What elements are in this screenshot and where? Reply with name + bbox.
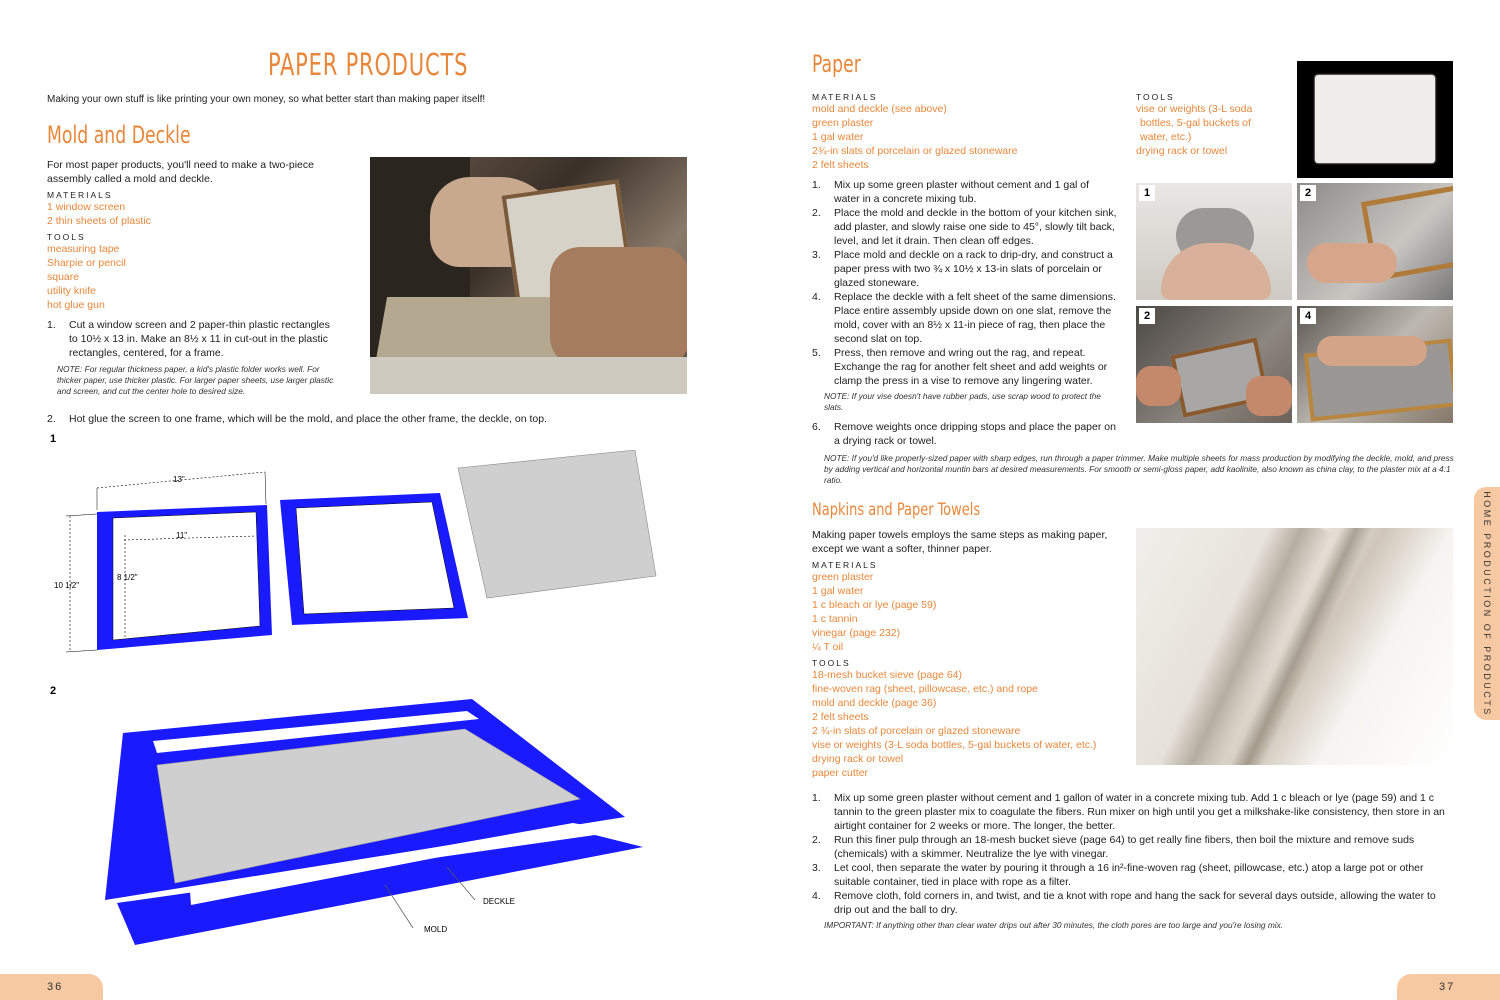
tools-label: TOOLS bbox=[812, 658, 851, 668]
step-item: 2. Run this finer pulp through an 18-mesh bucket sieve (page 64) to get really fine fibers, then boil the mixture and remove suds (chemicals) with a skimmer. Neutralize the lye with vinegar. bbox=[812, 834, 1415, 860]
materials-label: MATERIALS bbox=[47, 190, 113, 200]
tool-item: paper cutter bbox=[812, 767, 869, 779]
thickness-note: NOTE: For regular thickness paper, a kid's plastic folder works well. For thicker paper, use thicker plastic. For larger paper sheets, use larger plastic and screen, and cut the center hole to desired size. bbox=[57, 364, 334, 396]
figure-1-diagram bbox=[40, 450, 680, 670]
step-item: 1. Mix up some green plaster without cement and 1 gallon of water in a concrete mixing tub. Add 1 c bleach or lye (page 59) and 1 c tannin to the green plaster mix to coagulate the fibers. Run mixer on high until you get a milkshake-like consistency, then store in an airtight container for 2 weeks or more. The longer, the better. bbox=[812, 792, 1445, 832]
tool-item: mold and deckle (page 36) bbox=[812, 697, 937, 709]
mold-callout: MOLD bbox=[424, 925, 448, 934]
pulp-photo bbox=[1136, 183, 1292, 300]
figure-2-label: 2 bbox=[50, 685, 57, 697]
tool-item: 2 ¾-in slats of porcelain or glazed stoneware bbox=[812, 725, 1021, 737]
tools-label: TOOLS bbox=[1136, 92, 1175, 102]
important-note: IMPORTANT: If anything other than clear water drips out after 30 minutes, the cloth pores are too large and you're losing mix. bbox=[824, 920, 1284, 930]
step-item: 4. Remove cloth, fold corners in, and twist, and tie a knot with rope and hang the sack for several days outside, allowing the water to drip out and the ball to dry. bbox=[812, 890, 1436, 916]
material-item: 1 gal water bbox=[812, 131, 864, 143]
photo-badge: 2 bbox=[1139, 308, 1155, 324]
section-title-napkins: Napkins and Paper Towels bbox=[812, 500, 981, 520]
tool-item: drying rack or towel bbox=[1136, 145, 1228, 157]
step-item: 3. Place mold and deckle on a rack to drip-dry, and construct a paper press with two ¾ x 10½ x 13-in slats of porcelain or glazed stoneware. bbox=[812, 249, 1113, 289]
tool-item: utility knife bbox=[47, 285, 97, 297]
material-item: mold and deckle (see above) bbox=[812, 103, 947, 115]
material-item: green plaster bbox=[812, 571, 874, 583]
side-tab bbox=[1474, 487, 1500, 720]
photo-badge: 1 bbox=[1139, 185, 1155, 201]
figure-1-label: 1 bbox=[50, 433, 57, 445]
step-item: 1. Cut a window screen and 2 paper-thin plastic rectangles to 10½ x 13 in. Make an 8½ x 11 in cut-out in the plastic rectangles, centered, for a frame. bbox=[47, 319, 330, 359]
section-title-paper: Paper bbox=[812, 50, 861, 78]
tool-item: hot glue gun bbox=[47, 299, 105, 311]
plaster-photo bbox=[1297, 183, 1453, 300]
dim-8-1-2: 8 1/2" bbox=[117, 573, 138, 582]
material-item: 2 felt sheets bbox=[812, 159, 869, 171]
step-item: 3. Let cool, then separate the water by pouring it through a 16 in²-fine-woven rag (sheet, pillowcase, etc.) atop a large pot or other suitable container, tied in place with rope as a filter. bbox=[812, 862, 1424, 888]
tool-item: vise or weights (3-L soda bottles, 5-gal buckets of water, etc.) bbox=[812, 739, 1097, 751]
napkins-intro: Making paper towels employs the same steps as making paper, except we want a softer, thinner paper. bbox=[812, 529, 1108, 555]
tool-item: water, etc.) bbox=[1140, 131, 1192, 143]
dim-10-1-2: 10 1/2" bbox=[54, 581, 80, 590]
dim-11: 11" bbox=[176, 531, 188, 540]
step-item: 6. Remove weights once dripping stops and place the paper on a drying rack or towel. bbox=[812, 421, 1116, 447]
tool-item: square bbox=[47, 271, 80, 283]
tool-item: vise or weights (3-L soda bbox=[1136, 103, 1253, 115]
page-number-right: 37 bbox=[1397, 974, 1500, 1000]
deckle-callout: DECKLE bbox=[483, 897, 516, 906]
materials-label: MATERIALS bbox=[812, 560, 878, 570]
mold-deckle-text-column bbox=[47, 158, 347, 397]
step-item: 5. Press, then remove and wring out the rag, and repeat. Exchange the rag for another felt sheet and add weights or clamp the press in a vise to remove any lingering water. bbox=[812, 347, 1108, 387]
mold-dipping-photo bbox=[1136, 306, 1292, 423]
tool-item: Sharpie or pencil bbox=[47, 257, 126, 269]
pressing-photo bbox=[1297, 306, 1453, 423]
tool-item: fine-woven rag (sheet, pillowcase, etc.) and rope bbox=[812, 683, 1038, 695]
material-item: 1 gal water bbox=[812, 585, 864, 597]
material-item: 1 c bleach or lye (page 59) bbox=[812, 599, 937, 611]
tool-item: 2 felt sheets bbox=[812, 711, 869, 723]
intro-text: Making your own stuff is like printing your own money, so what better start than making paper itself! bbox=[47, 94, 486, 105]
section-title-mold-deckle: Mold and Deckle bbox=[47, 121, 191, 149]
material-item: 2¾-in slats of porcelain or glazed stoneware bbox=[812, 145, 1018, 157]
paper-tools bbox=[1136, 90, 1286, 158]
material-item: 2 thin sheets of plastic bbox=[47, 215, 151, 227]
material-item: ¼ T oil bbox=[812, 641, 844, 653]
mold-deckle-photo bbox=[370, 157, 687, 394]
vise-note: NOTE: If your vise doesn't have rubber pads, use scrap wood to protect the slats. bbox=[824, 391, 1101, 412]
side-tab-label: HOME PRODUCTION OF PRODUCTS bbox=[1482, 490, 1492, 717]
napkins-text-column bbox=[812, 528, 1122, 780]
sized-paper-note: NOTE: If you'd like properly-sized paper with sharp edges, run through a paper trimmer. Make multiple sheets for mass production by modifying the deckle, mold, and press by adding vertical and horizontal muntin bars at desired measurements. For smooth or semi-gloss paper, add kaolinite, also known as china clay, to the plaster mix at a 4:1 ratio. bbox=[824, 453, 1454, 485]
tool-item: drying rack or towel bbox=[812, 753, 904, 765]
page-number-left: 36 bbox=[0, 974, 103, 1000]
page-title: PAPER PRODUCTS bbox=[268, 48, 469, 83]
tool-item: 18-mesh bucket sieve (page 64) bbox=[812, 669, 962, 681]
tool-item: measuring tape bbox=[47, 243, 120, 255]
screen-sheet bbox=[458, 450, 656, 598]
dim-13: 13" bbox=[173, 475, 185, 484]
material-item: 1 window screen bbox=[47, 201, 126, 213]
step-item: 1. Mix up some green plaster without cement and 1 gal of water in a concrete mixing tub. bbox=[812, 179, 1090, 205]
paper-towels-photo bbox=[1136, 528, 1453, 765]
frame-window bbox=[296, 502, 454, 614]
tools-label: TOOLS bbox=[47, 232, 86, 242]
step-item: 2. Place the mold and deckle in the bottom of your kitchen sink, add plaster, and slowly raise one side to 45°, slowly tilt back, level, and let it drain. Then clean off edges. bbox=[812, 207, 1117, 247]
step-item: 2. Hot glue the screen to one frame, which will be the mold, and place the other frame, the deckle, on top. bbox=[47, 413, 548, 425]
figure-2-diagram bbox=[95, 695, 655, 950]
material-item: green plaster bbox=[812, 117, 874, 129]
tool-item: bottles, 5-gal buckets of bbox=[1140, 117, 1251, 129]
step-item: 4. Replace the deckle with a felt sheet of the same dimensions. Place entire assembly upside down on one slat, remove the mold, cover with an 8½ x 11-in piece of rag, then place the second slat on top. bbox=[812, 291, 1116, 345]
photo-badge: 2 bbox=[1300, 185, 1316, 201]
photo-badge: 4 bbox=[1300, 308, 1316, 324]
material-item: vinegar (page 232) bbox=[812, 627, 901, 639]
paper-materials bbox=[812, 90, 1132, 172]
mold-deckle-intro: For most paper products, you'll need to make a two-piece assembly called a mold and deckle. bbox=[47, 159, 314, 185]
material-item: 1 c tannin bbox=[812, 613, 858, 625]
finished-paper-photo bbox=[1297, 61, 1453, 178]
materials-label: MATERIALS bbox=[812, 92, 878, 102]
